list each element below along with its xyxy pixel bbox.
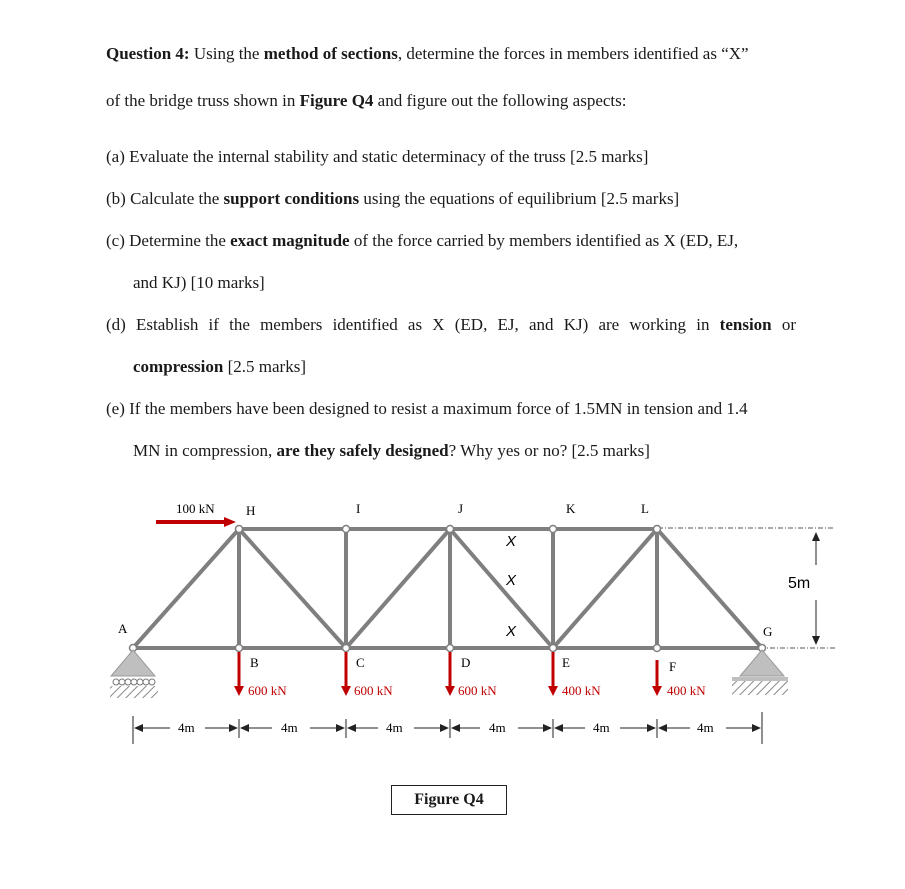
node-label-b: B <box>250 655 259 670</box>
load-label-c: 600 kN <box>354 683 393 698</box>
load-label-b: 600 kN <box>248 683 287 698</box>
pin-support-g <box>732 650 788 695</box>
part-d-line-2: compression [2.5 marks] <box>133 357 306 376</box>
member-lg <box>657 529 762 648</box>
part-a: (a) Evaluate the internal stability and static determinacy of the truss [2.5 marks] <box>106 147 649 166</box>
span-label-4: 4m <box>489 720 506 735</box>
node-label-f: F <box>669 659 677 674</box>
node-label-d: D <box>461 655 471 670</box>
span-label-2: 4m <box>281 720 298 735</box>
span-label-5: 4m <box>593 720 610 735</box>
height-label: 5m <box>788 575 811 592</box>
node-label-e: E <box>562 655 570 670</box>
question-line-1: Question 4: Using the method of sections, determine the forces in members identified as “X” <box>106 44 749 63</box>
question-title: Question 4: <box>106 44 190 63</box>
part-c-line-1: (c) Determine the exact magnitude of the force carried by members identified as X (ED, EJ, <box>106 231 739 250</box>
span-label-6: 4m <box>697 720 714 735</box>
part-c-line-2: and KJ) [10 marks] <box>133 273 265 292</box>
load-label-d: 600 kN <box>458 683 497 698</box>
horizontal-load-arrowhead <box>224 517 236 527</box>
load-label-f: 400 kN <box>667 683 706 698</box>
span-dimension <box>133 712 762 744</box>
x-marker-ed: X <box>506 623 517 640</box>
x-marker-kj: X <box>506 533 517 550</box>
roller-support-a <box>110 650 158 698</box>
span-label-3: 4m <box>386 720 403 735</box>
truss-members <box>133 529 762 648</box>
node-label-a: A <box>118 621 128 636</box>
part-d-line-1: (d) Establish if the members identified as X (ED, EJ, and KJ) are working in tension or <box>106 315 796 334</box>
member-je <box>450 529 553 648</box>
question-line-2: of the bridge truss shown in Figure Q4 and figure out the following aspects: <box>106 91 627 110</box>
figure-caption: Figure Q4 <box>391 785 507 815</box>
load-label-e: 400 kN <box>562 683 601 698</box>
part-b: (b) Calculate the support conditions using the equations of equilibrium [2.5 marks] <box>106 189 680 208</box>
node-label-l: L <box>641 501 649 516</box>
node-label-i: I <box>356 501 361 516</box>
node-label-c: C <box>356 655 365 670</box>
part-e-line-2: MN in compression, are they safely designed? Why yes or no? [2.5 marks] <box>133 441 650 460</box>
span-label-1: 4m <box>178 720 195 735</box>
member-ek <box>553 529 657 648</box>
member-cj <box>346 529 450 648</box>
member-hc <box>239 529 346 648</box>
height-dimension <box>812 532 820 645</box>
node-label-h: H <box>246 503 256 518</box>
part-e-line-1: (e) If the members have been designed to resist a maximum force of 1.5MN in tension and 1.4 <box>106 399 748 418</box>
node-label-g: G <box>763 624 773 639</box>
node-label-j: J <box>458 501 464 516</box>
x-marker-ej: X <box>506 572 517 589</box>
horizontal-load-label: 100 kN <box>176 501 215 516</box>
member-ah <box>133 529 239 648</box>
node-label-k: K <box>566 501 576 516</box>
